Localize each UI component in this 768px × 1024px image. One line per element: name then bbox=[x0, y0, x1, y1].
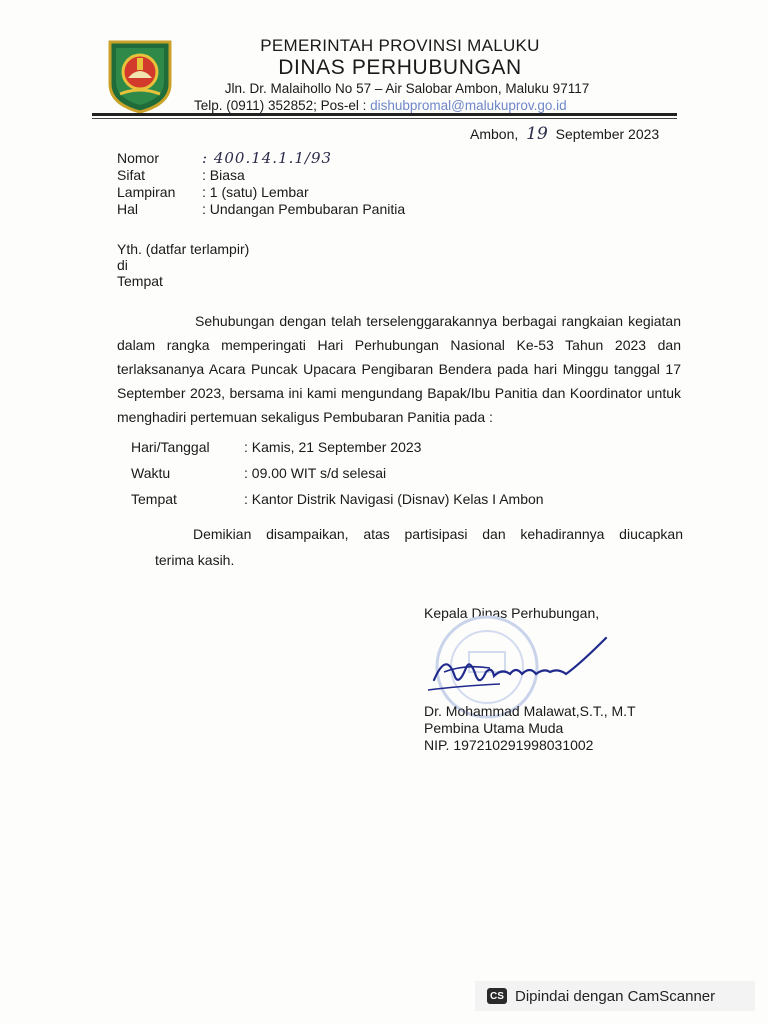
meta-key: Nomor bbox=[117, 150, 160, 166]
meta-row-hal bbox=[117, 201, 405, 218]
schedule-row bbox=[131, 486, 544, 512]
schedule-key: Tempat bbox=[131, 491, 177, 507]
date-place: Ambon, bbox=[470, 126, 519, 142]
meta-key: Lampiran bbox=[117, 184, 176, 200]
letterhead-rule-thin bbox=[92, 118, 677, 119]
closing-paragraph bbox=[155, 521, 683, 573]
signatory-nip: NIP. 197210291998031002 bbox=[424, 737, 594, 753]
agency-phone: Telp. (0911) 352852; Pos-el : bbox=[194, 98, 371, 113]
meta-row-nomor bbox=[117, 150, 405, 167]
government-name: PEMERINTAH PROVINSI MALUKU bbox=[260, 36, 540, 55]
camscanner-watermark bbox=[475, 981, 755, 1011]
addressee-block bbox=[117, 241, 249, 289]
watermark-text: Dipindai dengan CamScanner bbox=[515, 987, 716, 1005]
letter-date bbox=[470, 124, 659, 144]
meta-row-lampiran bbox=[117, 184, 405, 201]
meta-value: : Biasa bbox=[202, 167, 245, 183]
province-emblem-logo bbox=[100, 34, 180, 114]
body-paragraph: Sehubungan dengan telah terselenggarakannya berbagai rangkaian kegiatan dalam rangka memperingati Hari Perhubungan Nasional Ke-53 Tahun 2023 dan terlaksananya Acara Puncak Upacara Pengibaran Bendera pada hari Minggu tanggal 17 September 2023, bersama ini kami mengundang Bapak/Ibu Panitia dan Koordinator untuk menghadiri pertemuan sekaligus Pembubaran Panitia pada : bbox=[117, 313, 681, 425]
date-month-year: September 2023 bbox=[555, 126, 660, 142]
closing-line: Demikian disampaikan, atas partisipasi dan kehadirannya diucapkan bbox=[193, 526, 683, 542]
letter-body bbox=[117, 309, 681, 429]
signatory-name: Dr. Mohammad Malawat,S.T., M.T bbox=[424, 703, 636, 719]
camscanner-logo-icon: CS bbox=[487, 988, 507, 1004]
signatory-title: Kepala Dinas Perhubungan, bbox=[424, 605, 600, 621]
date-day-handwritten: 19 bbox=[526, 124, 548, 144]
event-schedule bbox=[131, 434, 544, 512]
schedule-key: Hari/Tanggal bbox=[131, 439, 210, 455]
signatory-rank: Pembina Utama Muda bbox=[424, 720, 564, 736]
agency-name: DINAS PERHUBUNGAN bbox=[278, 56, 522, 79]
letter-meta bbox=[117, 150, 405, 218]
schedule-value: : Kantor Distrik Navigasi (Disnav) Kelas I Ambon bbox=[244, 491, 544, 507]
letterhead-rule-thick bbox=[92, 113, 677, 116]
agency-email-link[interactable]: dishubpromal@malukuprov.go.id bbox=[370, 98, 567, 113]
agency-contact bbox=[180, 97, 620, 114]
meta-value: : Undangan Pembubaran Panitia bbox=[202, 201, 406, 217]
schedule-value: : Kamis, 21 September 2023 bbox=[244, 439, 422, 455]
signatory-details bbox=[424, 703, 636, 754]
schedule-row bbox=[131, 460, 544, 486]
meta-key: Sifat bbox=[117, 167, 146, 183]
meta-value: : 1 (satu) Lembar bbox=[202, 184, 309, 200]
closing-line: terima kasih. bbox=[155, 552, 235, 568]
addressee-line: di bbox=[117, 257, 128, 273]
addressee-line: Yth. (datfar terlampir) bbox=[117, 241, 250, 257]
schedule-row bbox=[131, 434, 544, 460]
meta-key: Hal bbox=[117, 201, 139, 217]
meta-row-sifat bbox=[117, 167, 405, 184]
addressee-line: Tempat bbox=[117, 273, 163, 289]
meta-value-handwritten: : 400.14.1.1/93 bbox=[202, 149, 333, 167]
letterhead bbox=[180, 36, 620, 114]
schedule-key: Waktu bbox=[131, 465, 171, 481]
handwritten-signature bbox=[420, 628, 620, 698]
agency-address: Jln. Dr. Malaihollo No 57 – Air Salobar Ambon, Maluku 97117 bbox=[224, 81, 590, 96]
schedule-value: : 09.00 WIT s/d selesai bbox=[244, 465, 387, 481]
